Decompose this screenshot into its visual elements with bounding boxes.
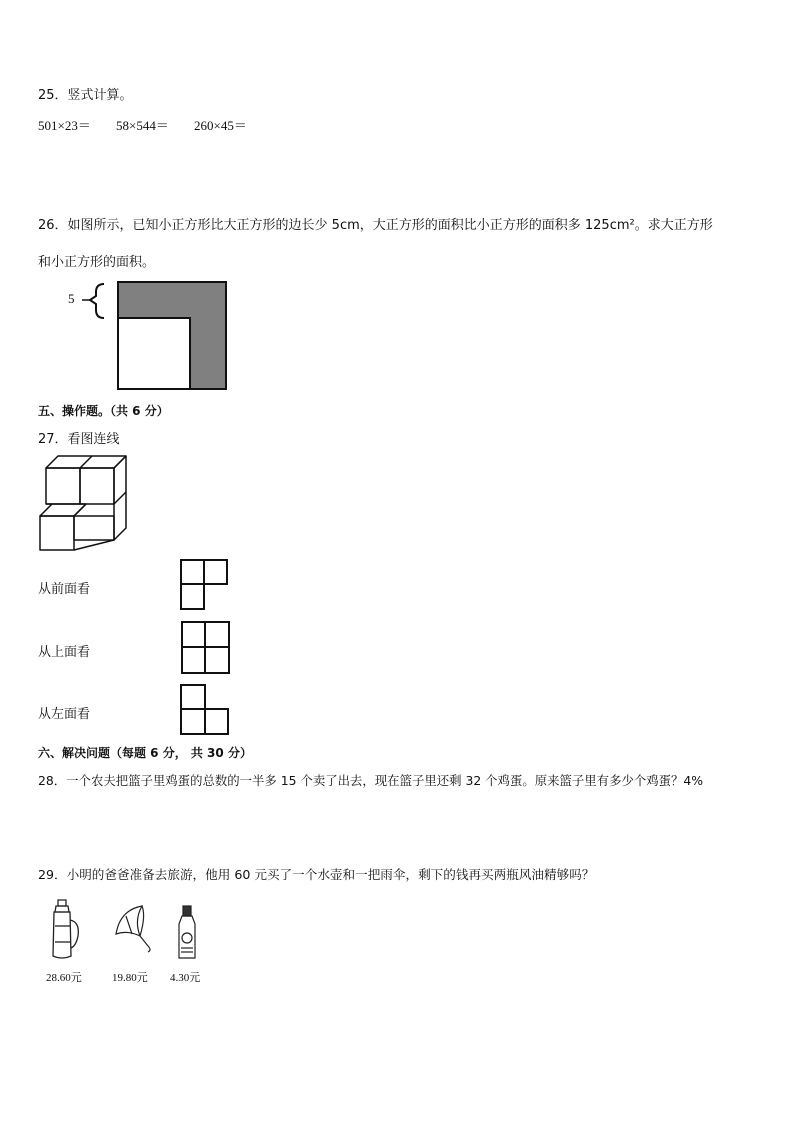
q26-figure-label: 5: [68, 291, 75, 306]
q29-text: 29．小明的爸爸准备去旅游，他用 60 元买了一个水壶和一把雨伞，剩下的钱再买两瓶风油精够吗？: [38, 867, 595, 882]
q28-text: 28．一个农夫把篮子里鸡蛋的总数的一半多 15 个卖了出去，现在篮子里还剩 32 个鸡蛋。原来篮子里有多少个鸡蛋？4%: [38, 773, 704, 788]
q25-expression-1: 501×23＝: [38, 118, 91, 133]
section6-title: 六、解决问题（每题 6 分， 共 30 分）: [38, 746, 252, 760]
view-diagram-front: [181, 560, 227, 609]
view-diagrams: [0, 0, 260, 740]
view-label-top: 从上面看: [38, 645, 91, 660]
view-diagram-top: [182, 622, 229, 673]
view-label-front: 从前面看: [38, 582, 91, 597]
umbrella-icon: [112, 902, 156, 960]
q26-text-line2: 和小正方形的面积。: [38, 255, 156, 270]
oil-bottle-icon: [174, 904, 200, 962]
kettle-icon: [44, 896, 84, 962]
price-label-umbrella: 19.80元: [112, 972, 148, 984]
q25-expression-2: 58×544＝: [116, 118, 169, 133]
q27-title: 27．看图连线: [38, 432, 120, 447]
q25-expression-3: 260×45＝: [194, 118, 247, 133]
q26-text-line1: 26．如图所示，已知小正方形比大正方形的边长少 5cm，大正方形的面积比小正方形的面积多 125cm²。求大正方形: [38, 218, 713, 233]
q25-title: 25．竖式计算。: [38, 88, 133, 103]
price-label-oil: 4.30元: [170, 972, 201, 984]
view-label-left: 从左面看: [38, 707, 91, 722]
view-diagram-left: [181, 685, 228, 734]
price-label-kettle: 28.60元: [46, 972, 82, 984]
section5-title: 五、操作题。（共 6 分）: [38, 404, 169, 418]
